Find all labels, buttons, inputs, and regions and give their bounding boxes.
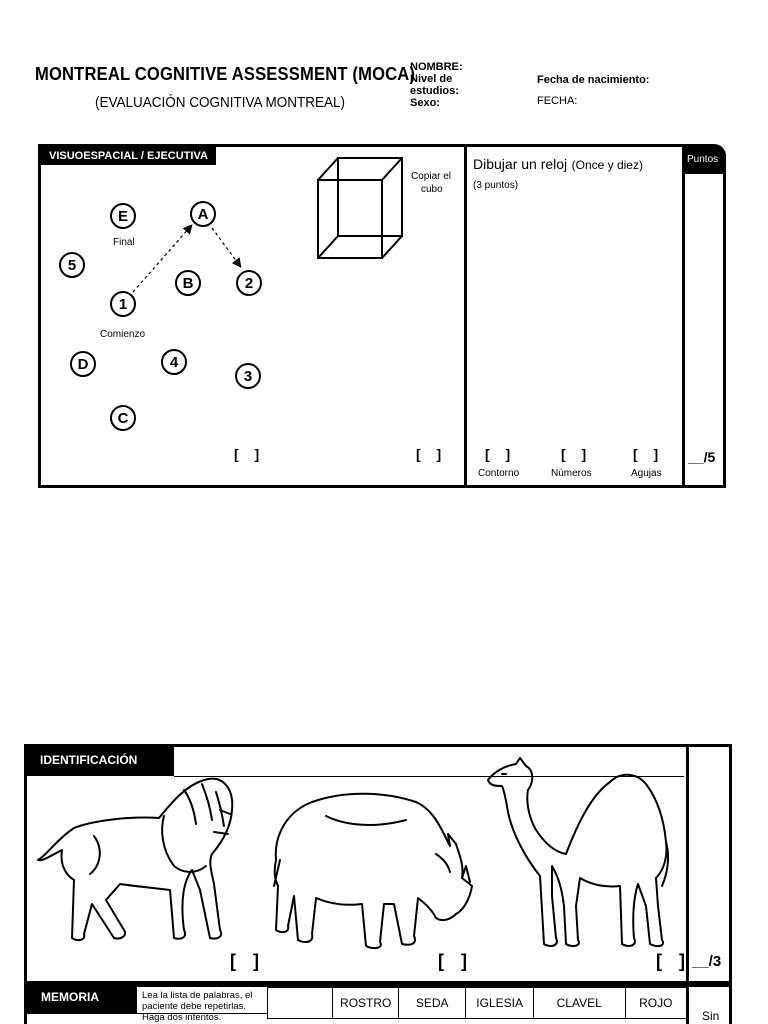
trail-node-5: 5 — [59, 252, 85, 278]
cube-icon — [312, 152, 408, 264]
dob-label: Fecha de nacimiento: — [537, 74, 650, 86]
final-label: Final — [113, 237, 135, 248]
hands-bracket: [ ] — [633, 446, 665, 462]
date-label: FECHA: — [537, 95, 578, 107]
identification-tab: IDENTIFICACIÓN — [40, 753, 138, 767]
contour-bracket: [ ] — [485, 446, 517, 462]
clock-title: Dibujar un reloj — [473, 156, 568, 172]
trail-node-b: B — [175, 270, 201, 296]
word-cell: SEDA — [398, 988, 465, 1019]
visuospatial-tab: VISUOESPACIAL / EJECUTIVA — [41, 147, 216, 165]
copy-cube-label-1: Copiar el — [411, 171, 452, 182]
visuospatial-score: __/5 — [688, 449, 716, 465]
education-label-2: estudios: — [410, 85, 459, 97]
identification-score: __/3 — [692, 953, 722, 970]
sex-label: Sexo: — [410, 97, 440, 109]
start-label: Comienzo — [100, 329, 146, 340]
clock-title-row — [473, 156, 643, 174]
rhino-icon — [266, 786, 476, 952]
contour-label: Contorno — [478, 468, 520, 479]
clock-hint: (Once y diez) — [571, 158, 643, 172]
trail-node-2: 2 — [236, 270, 262, 296]
trail-node-3: 3 — [235, 363, 261, 389]
memory-tab: MEMORIA — [41, 990, 99, 1004]
numbers-bracket: [ ] — [561, 446, 593, 462]
word-cell: ROSTRO — [333, 988, 398, 1019]
memory-word-table — [267, 987, 687, 1019]
camel-bracket: [ ] — [656, 951, 691, 971]
trail-node-d: D — [70, 351, 96, 377]
word-cell: ROJO — [625, 988, 686, 1019]
divider — [686, 986, 689, 1024]
copy-cube-label-2: cubo — [421, 184, 443, 195]
camel-icon — [480, 756, 680, 956]
name-label: NOMBRE: — [410, 61, 463, 73]
trail-node-a: A — [190, 201, 216, 227]
hands-label: Agujas — [631, 468, 662, 479]
page-subtitle: (EVALUACIÓN COGNITIVA MONTREAL) — [95, 94, 346, 111]
word-cell: IGLESIA — [466, 988, 533, 1019]
trail-node-4: 4 — [161, 349, 187, 375]
points-header: Puntos — [687, 154, 719, 165]
divider — [729, 986, 732, 1024]
trail-node-e: E — [110, 203, 136, 229]
memory-side-label: Sin — [702, 1009, 720, 1023]
lion-bracket: [ ] — [230, 951, 265, 971]
page-title: MONTREAL COGNITIVE ASSESSMENT (MOCA) — [35, 64, 416, 84]
word-cell: CLAVEL — [533, 988, 625, 1019]
memory-instructions: Lea la lista de palabras, el paciente debe repetirlas. Haga dos intentos. — [142, 990, 253, 1023]
divider — [686, 746, 689, 982]
education-label-1: Nivel de — [410, 73, 453, 85]
trail-node-c: C — [110, 405, 136, 431]
numbers-label: Números — [551, 468, 592, 479]
trail-score-bracket: [ ] — [234, 446, 266, 462]
cube-score-bracket: [ ] — [416, 446, 448, 462]
clock-points: (3 puntos) — [473, 180, 519, 191]
trail-node-1: 1 — [110, 291, 136, 317]
lion-icon — [34, 770, 238, 950]
rhino-bracket: [ ] — [438, 951, 473, 971]
